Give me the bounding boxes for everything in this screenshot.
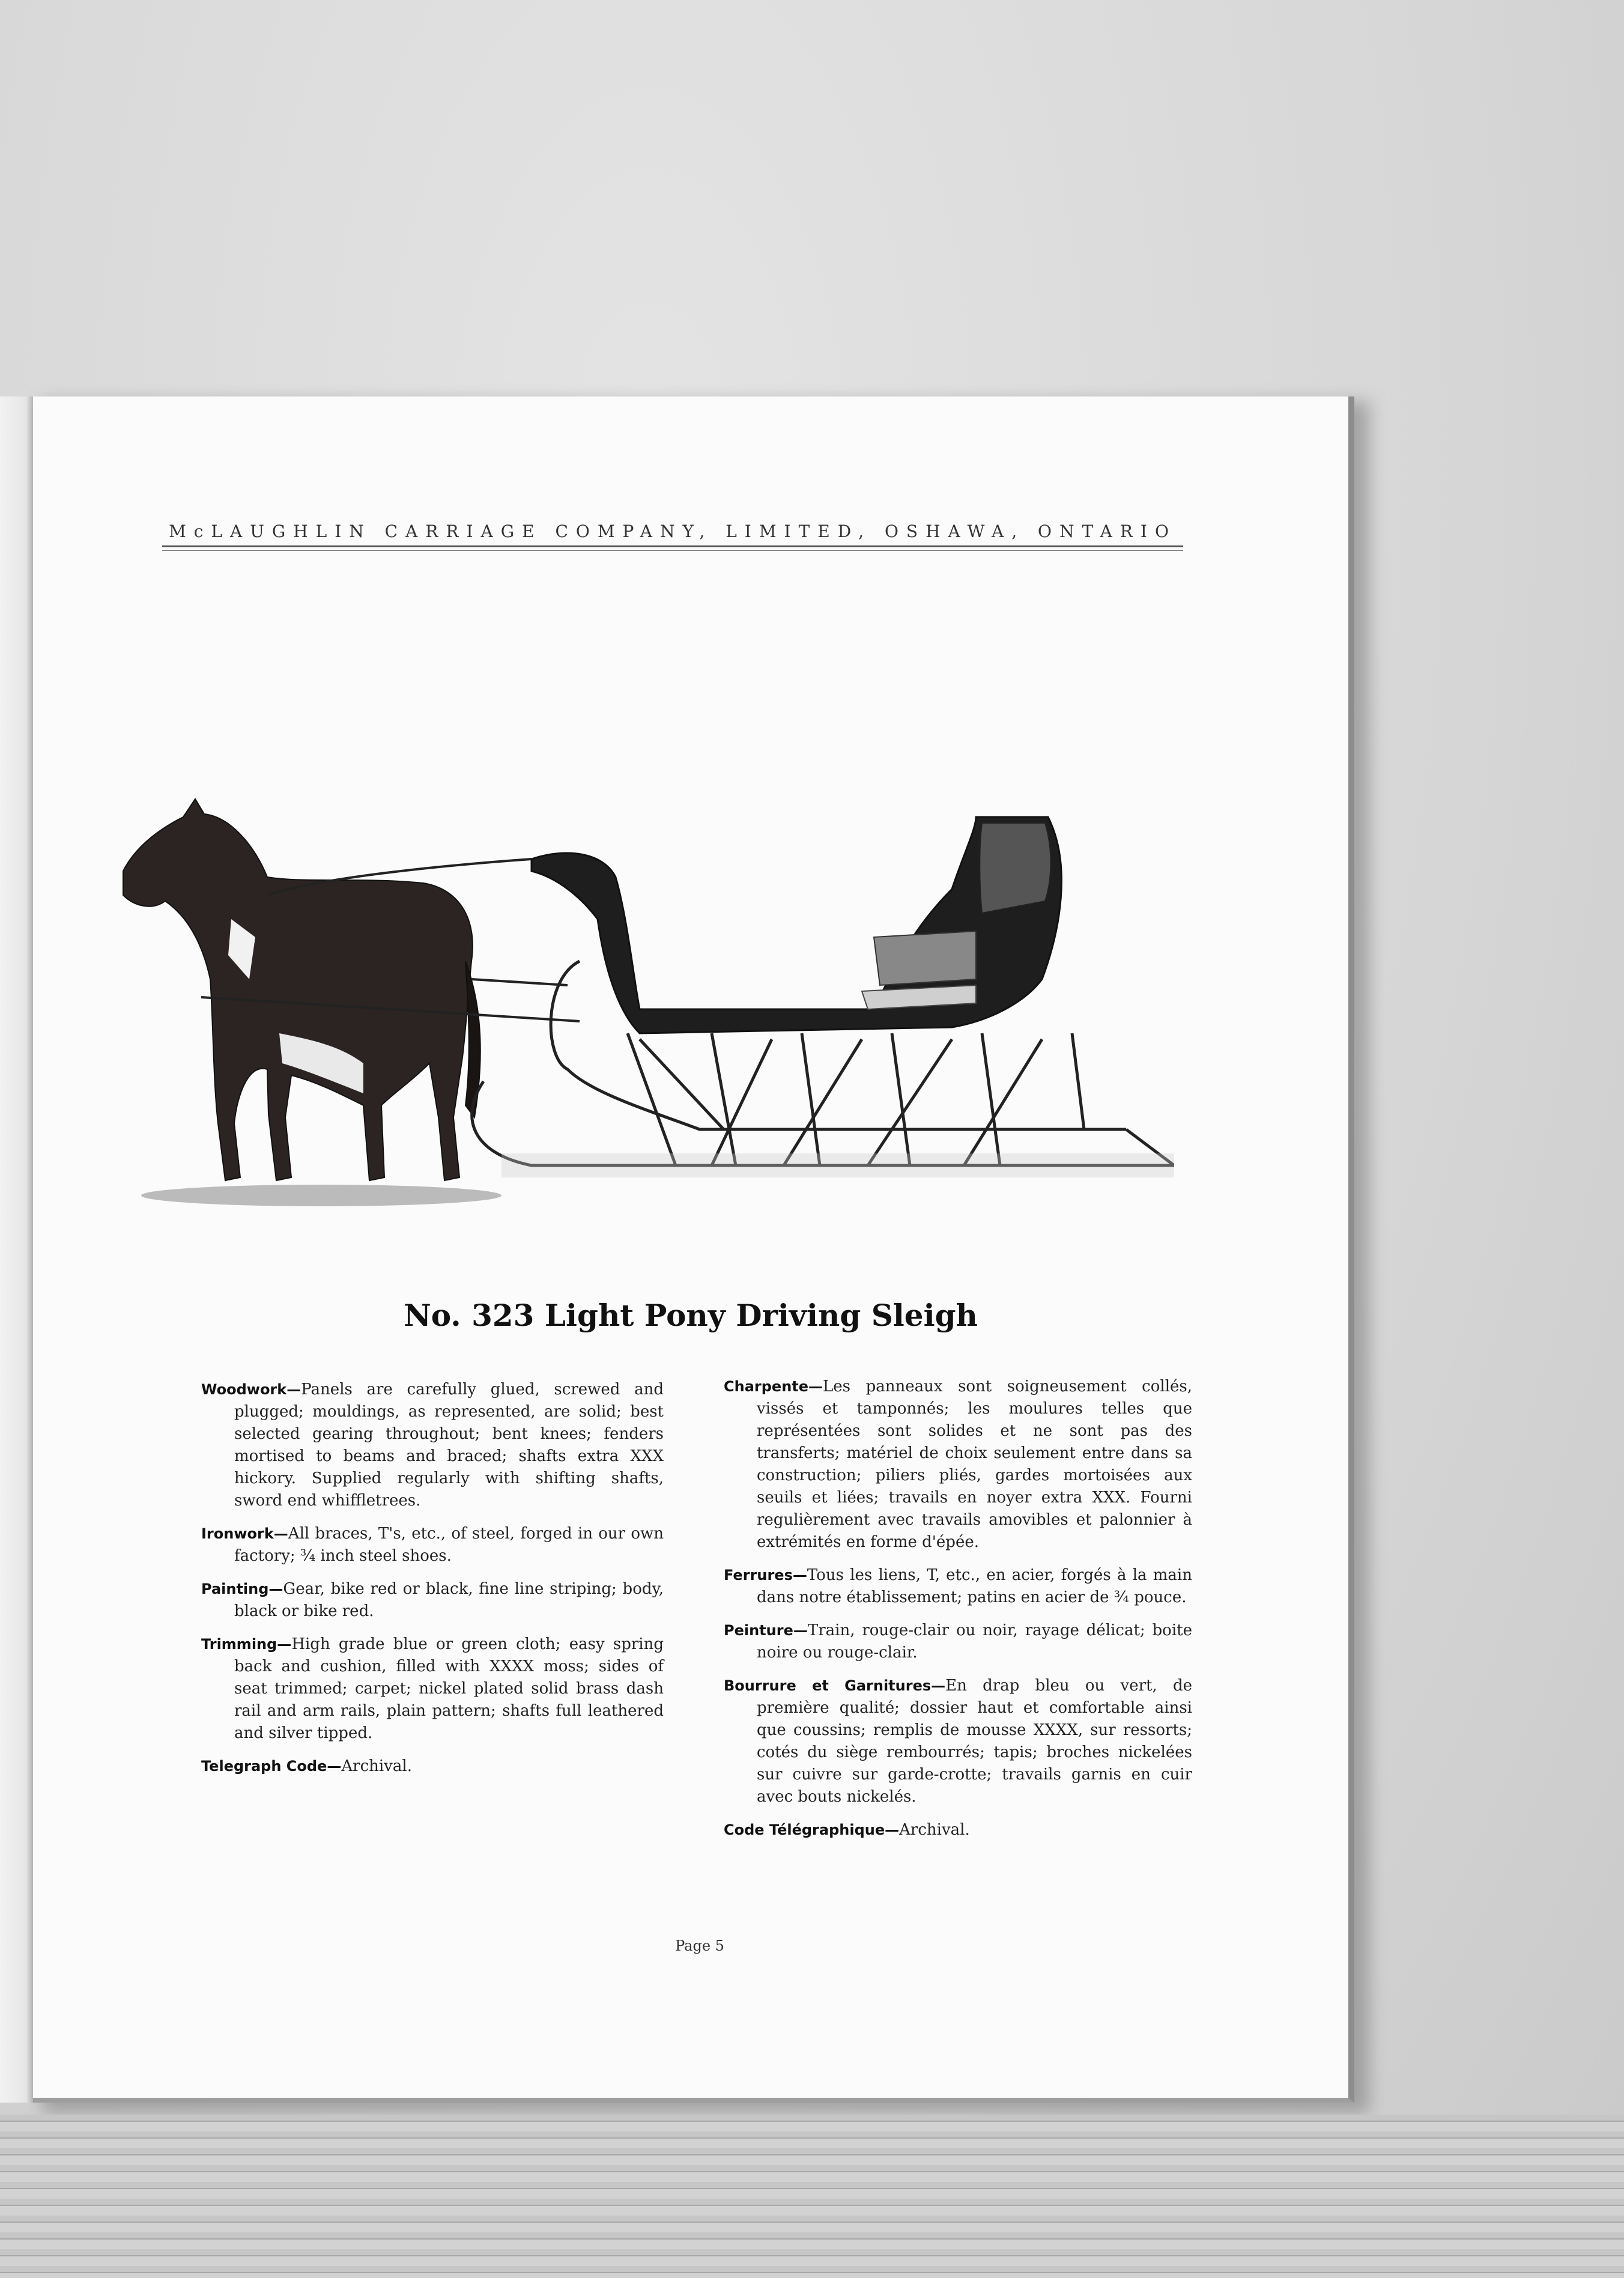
spec-ferrures [724,1564,1192,1609]
spec-term: Telegraph Code— [201,1758,342,1775]
sleigh-icon [532,817,1061,1033]
bottom-strip [0,2115,1624,2278]
spec-painting [201,1578,664,1623]
spec-text: Archival. [899,1821,970,1839]
spec-term: Trimming— [201,1636,292,1653]
spec-text: Tous les liens, T, etc., en acier, forgés à la main dans notre établissement; patins en acier de ¾ pouce. [757,1566,1192,1606]
spec-term: Woodwork— [201,1381,301,1398]
spec-peinture [724,1620,1192,1664]
spec-trimming [201,1633,664,1745]
spec-ironwork [201,1523,664,1567]
spec-text: High grade blue or green cloth; easy spring back and cushion, filled with XXXX moss; sides of seat trimmed; carpet; nickel plated solid brass dash rail and arm rails, plain pattern; shafts full leathered and silver tipped. [234,1635,664,1742]
spec-text: Gear, bike red or black, fine line striping; body, black or bike red. [234,1580,664,1620]
spec-woodwork [201,1379,664,1512]
french-description [724,1376,1192,1852]
spec-code-telegraphique [724,1819,1192,1841]
english-description [201,1379,664,1788]
spec-term: Ironwork— [201,1525,288,1542]
product-title: No. 323 Light Pony Driving Sleigh [404,1298,978,1333]
spec-term: Code Télégraphique— [724,1821,900,1838]
spec-text: En drap bleu ou vert, de première qualité; dossier haut et comfortable ainsi que coussins; remplis de mousse XXXX, sur ressorts; cotés du siège rembourrés; tapis; broches nickelées sur cuivre sur garde-crotte; travails garnis en cuir avec bouts nickelés. [757,1677,1192,1806]
spec-term: Painting— [201,1581,283,1597]
spec-bourrure [724,1675,1192,1808]
page-number: Page 5 [675,1937,724,1954]
spec-text: Train, rouge-clair ou noir, rayage délicat; boite noire ou rouge-clair. [757,1621,1192,1662]
spec-term: Ferrures— [724,1567,807,1584]
horse-sleigh-illustration [111,781,1174,1226]
spec-text: Archival. [341,1757,412,1775]
ground-shadow [141,1185,501,1206]
spec-text: Panels are carefully glued, screwed and plugged; mouldings, as represented, are solid; best selected gearing throughout; bent knees; fenders mortised to beams and braced; shafts extra XXX hickory. Supplied regularly with shifting shafts, sword end whiffletrees. [234,1380,664,1510]
spec-telegraph-code [201,1755,664,1778]
spec-term: Charpente— [724,1378,823,1395]
spec-term: Peinture— [724,1622,808,1639]
header-rule-thin [162,550,1183,551]
spec-text: All braces, T's, etc., of steel, forged in our own factory; ¾ inch steel shoes. [234,1525,664,1565]
sleigh-runners [472,961,1174,1165]
header-rule [162,545,1183,547]
company-header: McLAUGHLIN CARRIAGE COMPANY, LIMITED, OSHAWA, ONTARIO [169,521,1177,541]
spec-text: Les panneaux sont soigneusement collés, vissés et tamponnés; les moulures telles que représentées sont solides et ne sont pas des transferts; matériel de choix seulement entre dans sa construction; piliers pliés, gardes mortoisées aux seuils et liées; travails en noyer extra XXX. Fourni regulièrement avec travails amovibles et palonnier à extrémités en forme d'épée. [757,1377,1192,1551]
spec-charpente [724,1376,1192,1554]
horse-icon [123,799,480,1180]
spec-term: Bourrure et Garnitures— [724,1677,946,1694]
